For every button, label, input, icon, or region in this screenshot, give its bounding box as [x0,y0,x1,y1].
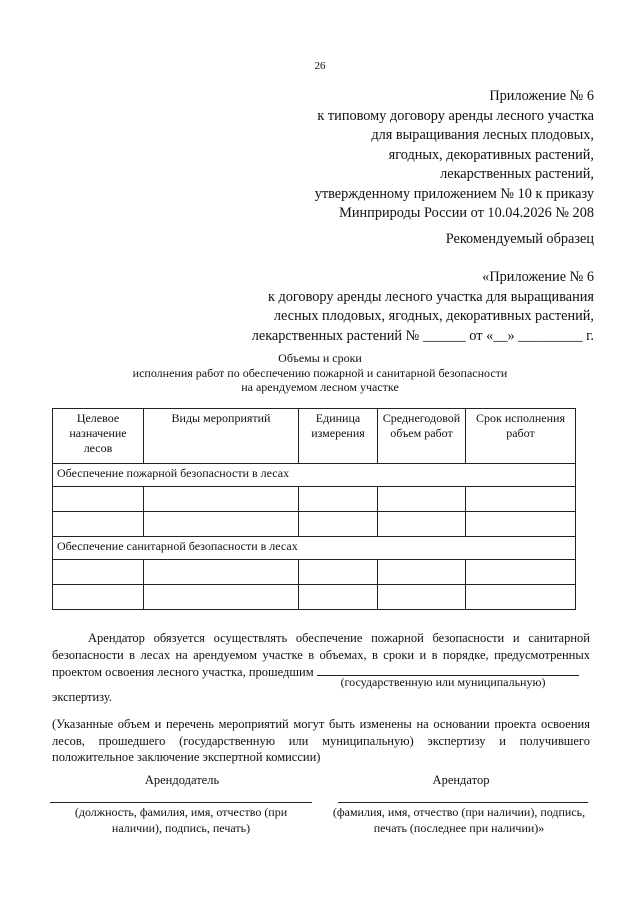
title-line: исполнения работ по обеспечению пожарной и санитарной безопасности [132,365,508,380]
table-cell[interactable] [378,560,466,585]
table-cell[interactable] [299,487,378,512]
table-cell[interactable] [466,512,576,537]
appendix-header-line: Приложение № 6 [489,88,594,104]
table-cell[interactable] [466,560,576,585]
note-paragraph: (Указанные объем и перечень мероприятий могут быть изменены на основании проекта освоения лесов, прошедшего (государственную или муниципальную) экспертизу и получившего положительное заключение экспертной комиссии) [52,717,590,764]
appendix-header-line: к типовому договору аренды лесного участка [317,107,594,124]
tenant-label: Арендатор [432,773,490,787]
contract-appendix-line: лекарственных растений № ______ от «__» _________ г. [251,327,594,344]
appendix-header-line: утвержденному приложением № 10 к приказу [314,185,594,202]
expertise-type-hint: (государственную или муниципальную) [340,675,546,689]
appendix-header-line: для выращивания лесных плодовых, [371,127,594,143]
landlord-signature-line[interactable] [50,802,312,803]
table-row [53,585,576,610]
table-row [53,560,576,585]
appendix-header-line: ягодных, декоративных растений, [388,146,594,163]
recommended-sample-label: Рекомендуемый образец [445,231,594,247]
landlord-label: Арендодатель [144,773,220,787]
table-header-row [53,409,576,464]
table-cell[interactable] [378,487,466,512]
table-cell[interactable] [466,585,576,610]
table-cell[interactable] [378,512,466,537]
table-row [53,512,576,537]
table-cell[interactable] [144,487,299,512]
contract-appendix-line: «Приложение № 6 [482,269,594,285]
document-title [0,351,640,395]
header-cell: Единица измерения [299,409,378,464]
table-cell[interactable] [53,560,144,585]
obligation-paragraph [52,630,590,681]
tenant-signature-hint: (фамилия, имя, отчество (при наличии), подпись, печать (последнее при наличии)» [332,805,586,835]
table-cell[interactable] [144,560,299,585]
works-table [52,408,576,610]
section-row-sanitary [53,537,576,560]
table-cell[interactable] [299,560,378,585]
page-number: 26 [314,60,326,72]
table-cell[interactable] [466,487,576,512]
table-cell[interactable] [144,512,299,537]
contract-appendix-line: лесных плодовых, ягодных, декоративных растений, [273,308,594,324]
section-label-sanitary: Обеспечение санитарной безопасности в лесах [53,537,576,560]
header-cell: Срок исполнения работ [466,409,576,464]
section-row-fire [53,464,576,487]
appendix-header [315,87,594,224]
header-cell: Виды мероприятий [144,409,299,464]
contract-appendix-line: к договору аренды лесного участка для выращивания [267,288,594,305]
table-cell[interactable] [299,512,378,537]
table-cell[interactable] [53,585,144,610]
table-cell[interactable] [53,487,144,512]
table-row [53,487,576,512]
table-cell[interactable] [378,585,466,610]
appendix-header-line: лекарственных растений, [440,166,594,182]
landlord-signature-hint: (должность, фамилия, имя, отчество (при наличии), подпись, печать) [74,805,288,835]
appendix-header-line: Минприроды России от 10.04.2026 № 208 [339,205,594,221]
obligation-text: Арендатор обязуется осуществлять обеспечение пожарной безопасности и санитарной безопасности в лесах на арендуемом участке в объемах, в сроки и в порядке, предусмотренных проектом освоения лесного участка, прошедшим [52,631,590,679]
tenant-signature-line[interactable] [338,802,588,803]
header-cell: Среднегодовой объем работ [378,409,466,464]
table-cell[interactable] [53,512,144,537]
table-cell[interactable] [144,585,299,610]
obligation-end: экспертизу. [52,690,112,704]
contract-appendix [252,268,594,346]
header-cell: Целевое назначение лесов [53,409,144,464]
title-line: Объемы и сроки [278,351,362,365]
section-label-fire: Обеспечение пожарной безопасности в лесах [53,464,576,487]
title-line: на арендуемом лесном участке [241,380,399,394]
table-cell[interactable] [299,585,378,610]
